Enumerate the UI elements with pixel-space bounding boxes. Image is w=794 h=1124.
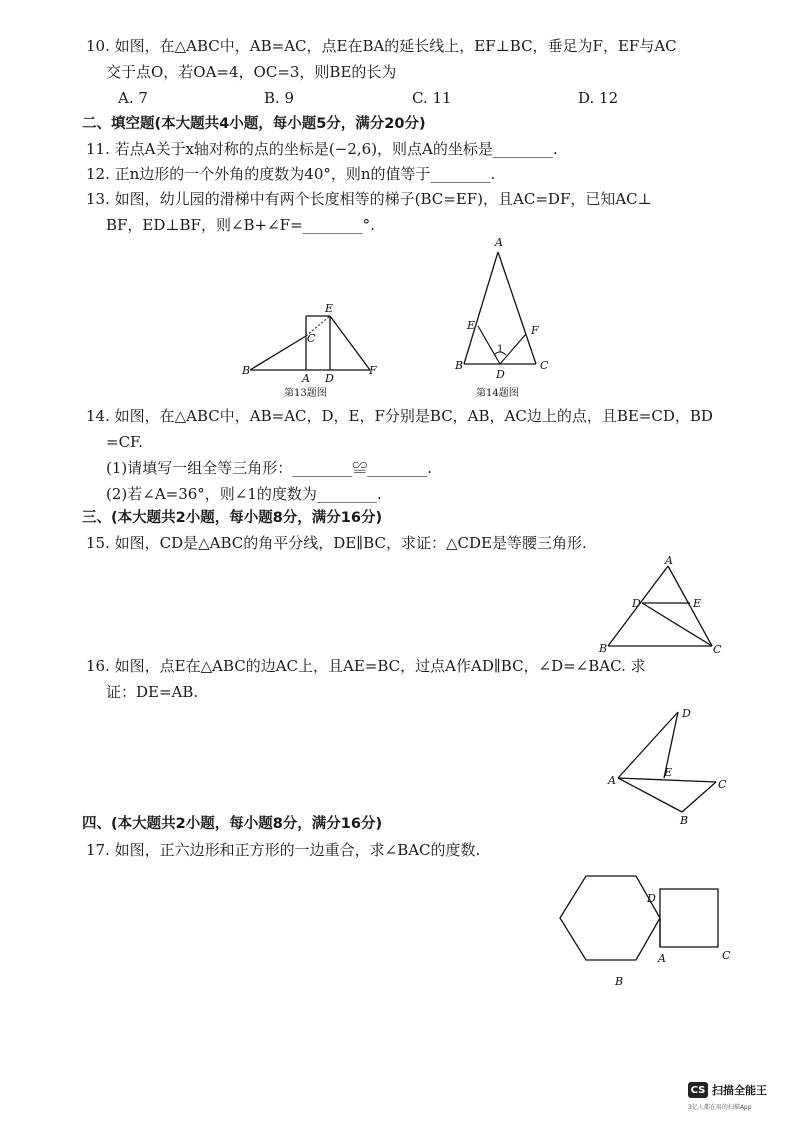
q10-line1: 10. 如图，在△ABC中，AB=AC，点E在BA的延长线上，EF⊥BC，垂足为F，EF与AC: [86, 37, 677, 55]
fig13-label-a: A: [302, 372, 310, 385]
q10-line2: 交于点O，若OA=4，OC=3，则BE的长为: [106, 63, 397, 81]
fig13-label-b: B: [242, 364, 251, 377]
q10-option-a: A. 7: [118, 89, 148, 107]
section-fill-in-header: 二、填空题(本大题共4小题，每小题5分，满分20分): [82, 116, 426, 132]
q14-sub2: (2)若∠A=36°，则∠1的度数为________.: [106, 485, 382, 503]
q10-option-c: C. 11: [412, 89, 452, 107]
q14-sub1: (1)请填写一组全等三角形：________≌________.: [106, 459, 433, 477]
fig17-label-c: C: [722, 949, 731, 962]
fig17-label-a: A: [658, 952, 666, 965]
q10-option-b: B. 9: [264, 89, 295, 107]
fig15-label-c: C: [713, 643, 722, 656]
fig14-label-b: B: [455, 359, 464, 372]
q11: 11. 若点A关于x轴对称的点的坐标是(−2,6)，则点A的坐标是________.: [86, 140, 558, 158]
q13-line1: 13. 如图，幼儿园的滑梯中有两个长度相等的梯子(BC=EF)，且AC=DF，已知AC⊥: [86, 190, 652, 208]
q16-line2: 证：DE=AB.: [106, 683, 199, 701]
figure-13: [236, 298, 386, 402]
fig14-label-d: D: [496, 368, 505, 381]
fig14-label-a: A: [495, 236, 503, 249]
cs-logo-icon: CS: [688, 1082, 708, 1098]
fig15-label-a: A: [665, 556, 673, 567]
fig17-label-d: D: [647, 892, 656, 905]
fig16-label-a: A: [608, 774, 616, 787]
fig16-label-c: C: [718, 778, 727, 791]
fig16-label-d: D: [682, 707, 691, 720]
q13-line2: BF，ED⊥BF，则∠B+∠F=________°.: [106, 216, 375, 234]
fig15-label-d: D: [632, 597, 641, 610]
fig13-label-e: E: [325, 302, 334, 315]
q17: 17. 如图，正六边形和正方形的一边重合，求∠BAC的度数.: [86, 841, 481, 859]
scanner-tagline: 3亿人都在用的扫描App: [688, 1104, 752, 1111]
scanner-watermark: [688, 1082, 767, 1098]
fig15-label-e: E: [693, 597, 702, 610]
fig13-label-c: C: [307, 332, 316, 345]
q14-line2: =CF.: [106, 433, 143, 451]
fig16-label-b: B: [680, 814, 689, 827]
fig13-caption: 第13题图: [284, 388, 327, 399]
fig14-label-f: F: [531, 324, 539, 337]
fig17-label-b: B: [615, 975, 624, 988]
section-4-header: 四、(本大题共2小题，每小题8分，满分16分): [82, 816, 383, 832]
fig14-caption: 第14题图: [476, 388, 519, 399]
fig14-label-e: E: [467, 319, 476, 332]
figure-16: [600, 700, 734, 830]
figure-15: [592, 556, 726, 656]
fig14-angle-1: 1: [497, 344, 504, 355]
figure-14: [450, 236, 560, 402]
fig13-label-f: F: [369, 364, 377, 377]
fig14-label-c: C: [540, 359, 549, 372]
q12: 12. 正n边形的一个外角的度数为40°，则n的值等于________.: [86, 165, 496, 183]
q15: 15. 如图，CD是△ABC的角平分线，DE∥BC，求证：△CDE是等腰三角形.: [86, 534, 587, 552]
fig16-label-e: E: [664, 766, 673, 779]
fig15-label-b: B: [599, 642, 608, 655]
fig13-label-d: D: [325, 372, 334, 385]
scanner-app-name: 扫描全能王: [712, 1084, 767, 1097]
figure-17: [552, 868, 742, 992]
section-3-header: 三、(本大题共2小题，每小题8分，满分16分): [82, 510, 383, 526]
q10-option-d: D. 12: [578, 89, 619, 107]
q14-line1: 14. 如图，在△ABC中，AB=AC，D，E，F分别是BC，AB，AC边上的点，且BE=CD，BD: [86, 407, 713, 425]
q16-line1: 16. 如图，点E在△ABC的边AC上，且AE=BC，过点A作AD∥BC，∠D=∠BAC. 求: [86, 657, 646, 675]
